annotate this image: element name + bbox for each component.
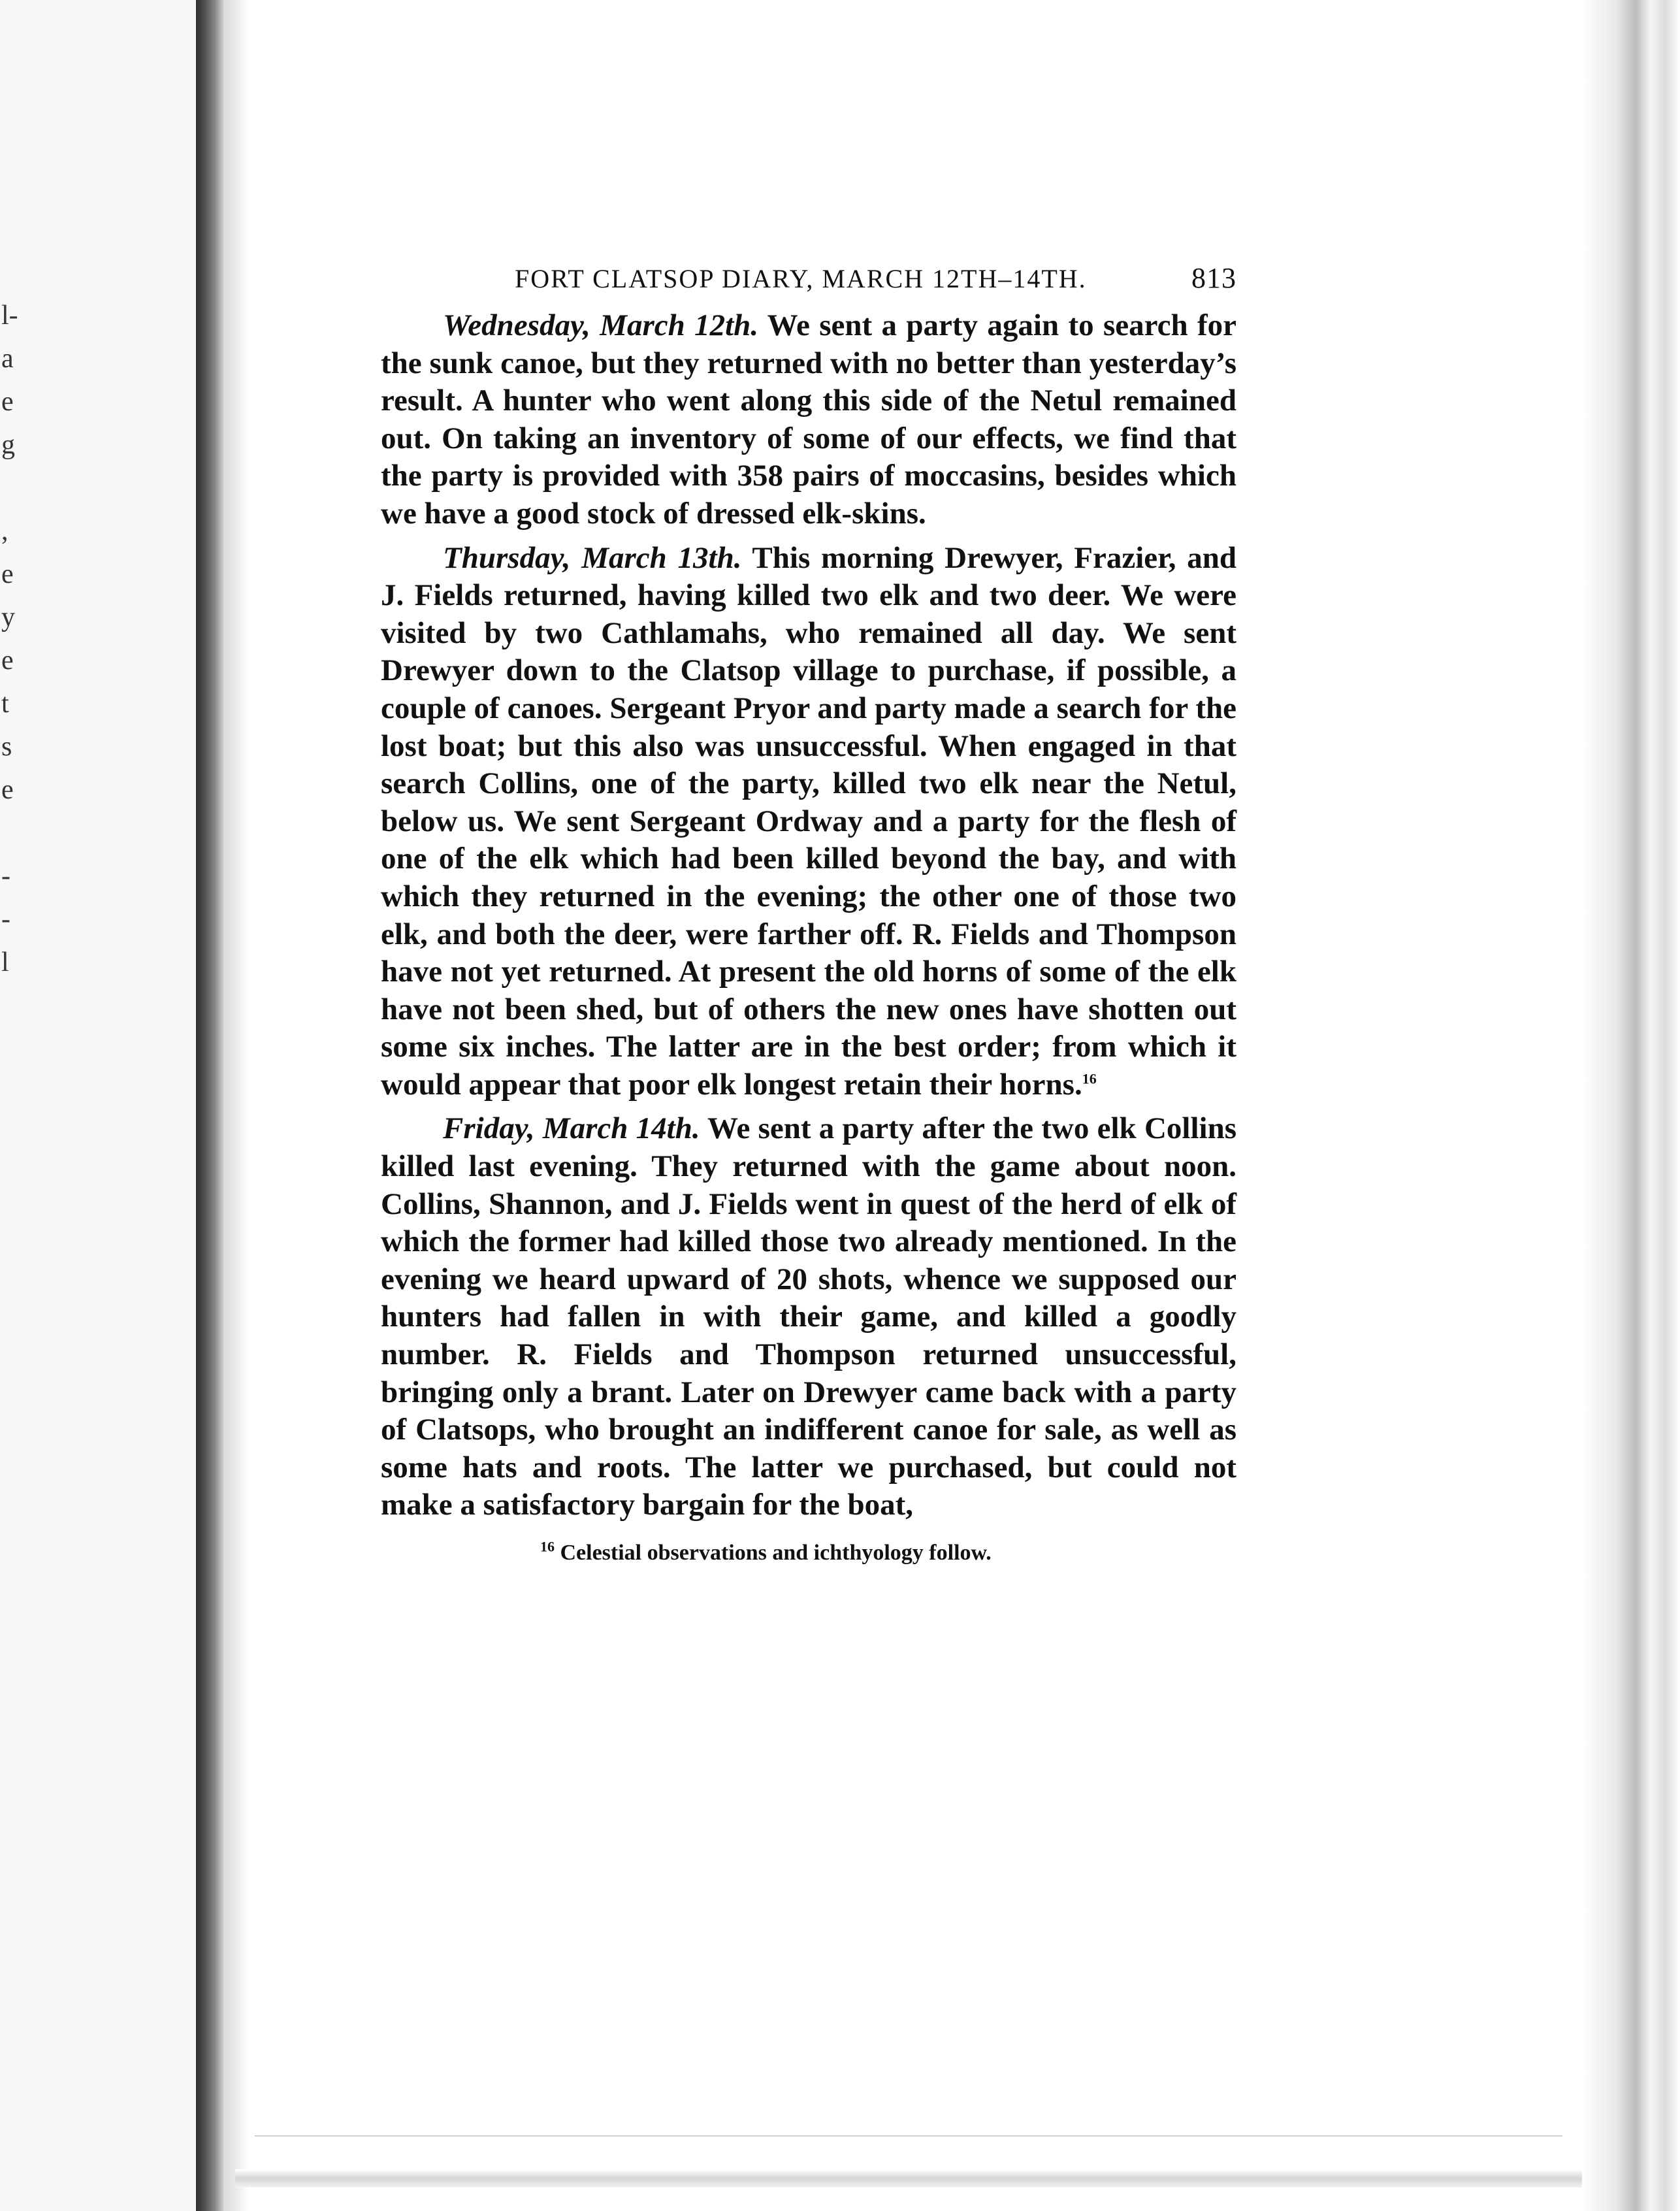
book-right-edge — [1582, 0, 1680, 2211]
fragment: e — [1, 775, 14, 805]
fragment: y — [1, 602, 15, 632]
fragment: t — [1, 689, 9, 719]
body-text — [381, 307, 1236, 1524]
gutter-shadow — [223, 0, 250, 2211]
running-head-title: FORT CLATSOP DIARY, MARCH 12TH–14TH. — [515, 264, 1087, 293]
book-gutter — [196, 0, 223, 2211]
fragment: e — [1, 559, 14, 589]
entry-text: This morning Drewyer, Frazier, and J. Fields returned, having killed two elk and two deer. We were visited by two Cathlamahs, who remained all day. We sent Drewyer down to the Clatsop village to purchase, if possible, a couple of canoes. Sergeant Pryor and party made a search for the lost boat; but this also was unsuccessful. When engaged in that search Collins, one of the party, killed two elk near the Netul, below us. We sent Sergeant Ordway and a party for the flesh of one of the elk which had been killed beyond the bay, and with which they returned in the evening; the other one of those two elk, and both the deer, were farther off. R. Fields and Thompson have not yet returned. At present the old horns of some of the elk have not been shed, but of others the new ones have shotten out some six inches. The latter are in the best order; from which it would appear that poor elk longest retain their horns. — [381, 540, 1236, 1102]
fragment: , — [1, 516, 8, 546]
fragment: e — [1, 387, 14, 417]
fragment: l- — [1, 301, 18, 331]
fragment: a — [1, 344, 14, 374]
entry-text: We sent a party after the two elk Collins killed last evening. They returned with the game about noon. Collins, Shannon, and J. Fields went in quest of the herd of elk of which the former had killed those two already mentioned. In the evening we heard upward of 20 shots, whence we supposed our hunters had fallen in with their game, and killed a goodly number. R. Fields and Thompson returned unsuccessful, bringing only a brant. Later on Drewyer came back with a party of Clatsops, who brought an indifferent canoe for sale, as well as some hats and roots. The latter we purchased, but could not make a satisfactory bargain for the boat, — [381, 1111, 1237, 1522]
diary-entry — [381, 1110, 1236, 1524]
footnote-number: 16 — [540, 1538, 555, 1555]
diary-entry — [381, 307, 1236, 533]
page-number: 813 — [1191, 262, 1236, 294]
page-text-block — [381, 261, 1236, 1567]
footnote — [381, 1539, 1236, 1567]
fragment: e — [1, 646, 14, 676]
previous-page-fragments — [1, 294, 27, 984]
fragment: s — [1, 732, 12, 762]
diary-entry — [381, 540, 1236, 1104]
entry-date: Thursday, March 13th. — [443, 540, 742, 575]
footnote-ref: 16 — [1082, 1070, 1097, 1087]
fragment — [1, 467, 27, 510]
previous-page-edge — [0, 0, 196, 2211]
book-bottom-edge — [235, 2169, 1582, 2187]
running-head — [381, 261, 1236, 307]
fragment — [1, 811, 27, 855]
fragment: g — [1, 430, 15, 460]
entry-date: Friday, March 14th. — [443, 1111, 700, 1146]
page-bottom-line — [255, 2135, 1562, 2140]
entry-text: We sent a party again to search for the sunk canoe, but they returned with no better than yesterday’s result. A hunter who went along this side of the Netul remained out. On taking an inventory of some of our effects, we find that the party is provided with 358 pairs of moccasins, besides which we have a good stock of dressed elk-skins. — [381, 308, 1236, 531]
fragment: - — [1, 904, 10, 934]
footnote-text: Celestial observations and ichthyology follow. — [560, 1541, 992, 1565]
fragment: l — [1, 947, 9, 977]
entry-date: Wednesday, March 12th. — [443, 308, 759, 342]
fragment: - — [1, 861, 10, 891]
